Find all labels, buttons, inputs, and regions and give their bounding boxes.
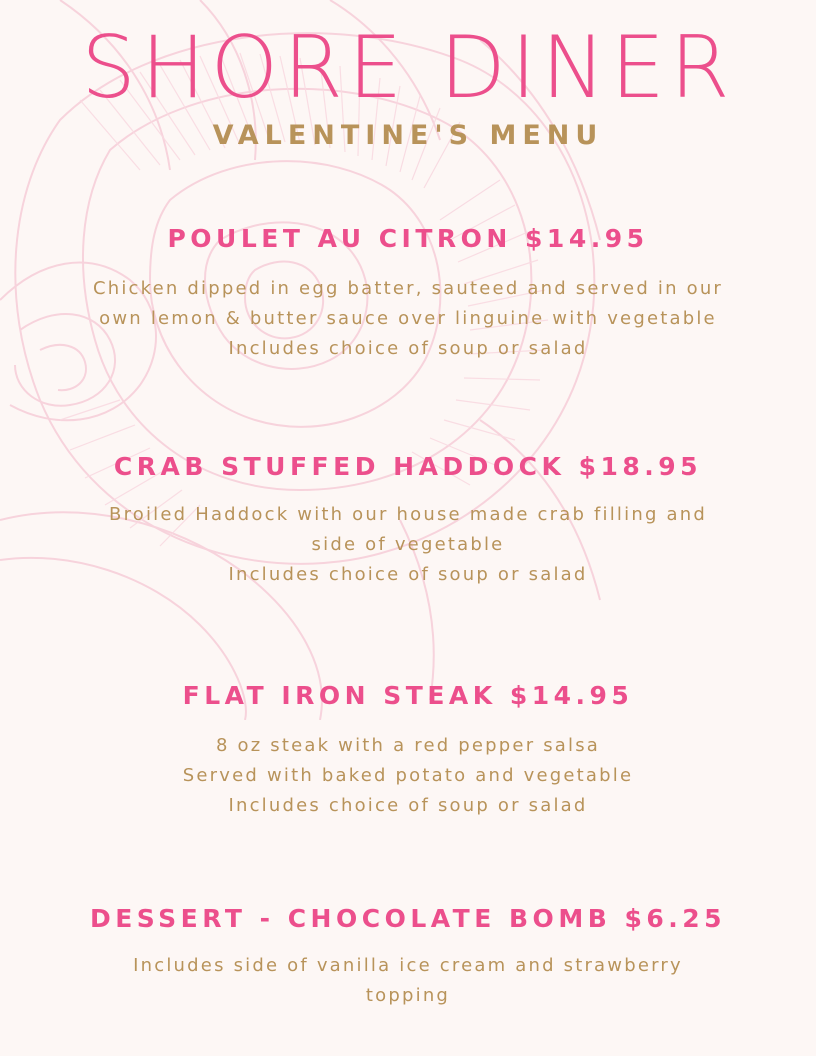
description-line: side of vegetable (311, 534, 505, 555)
menu-item-dessert (0, 904, 816, 1011)
menu-item-title: DESSERT - CHOCOLATE BOMB $6.25 (89, 904, 727, 933)
description-line: Broiled Haddock with our house made crab filling and (109, 504, 707, 525)
menu-item-haddock (0, 452, 816, 590)
description-line: Chicken dipped in egg batter, sauteed and served in our (92, 278, 724, 299)
menu-item-description (0, 951, 816, 1011)
description-line: Served with baked potato and vegetable (182, 765, 634, 786)
menu-item-description (0, 500, 816, 590)
menu-subtitle: VALENTINE'S MENU (212, 120, 604, 151)
description-line: topping (365, 985, 451, 1006)
menu-item-title: FLAT IRON STEAK $14.95 (182, 681, 634, 710)
menu-item-description (0, 731, 816, 821)
menu-item-title: CRAB STUFFED HADDOCK $18.95 (113, 452, 703, 481)
description-line: own lemon & butter sauce over linguine with vegetable (99, 308, 717, 329)
description-line: 8 oz steak with a red pepper salsa (215, 735, 601, 756)
menu-item-steak (0, 681, 816, 821)
page-title: SHORE DINER (81, 18, 735, 118)
description-line: Includes choice of soup or salad (228, 564, 588, 585)
description-line: Includes side of vanilla ice cream and strawberry (133, 955, 683, 976)
menu-item-description (0, 274, 816, 364)
menu-item-poulet (0, 224, 816, 364)
description-line: Includes choice of soup or salad (228, 338, 588, 359)
menu-item-title: POULET AU CITRON $14.95 (167, 224, 649, 253)
description-line: Includes choice of soup or salad (228, 795, 588, 816)
